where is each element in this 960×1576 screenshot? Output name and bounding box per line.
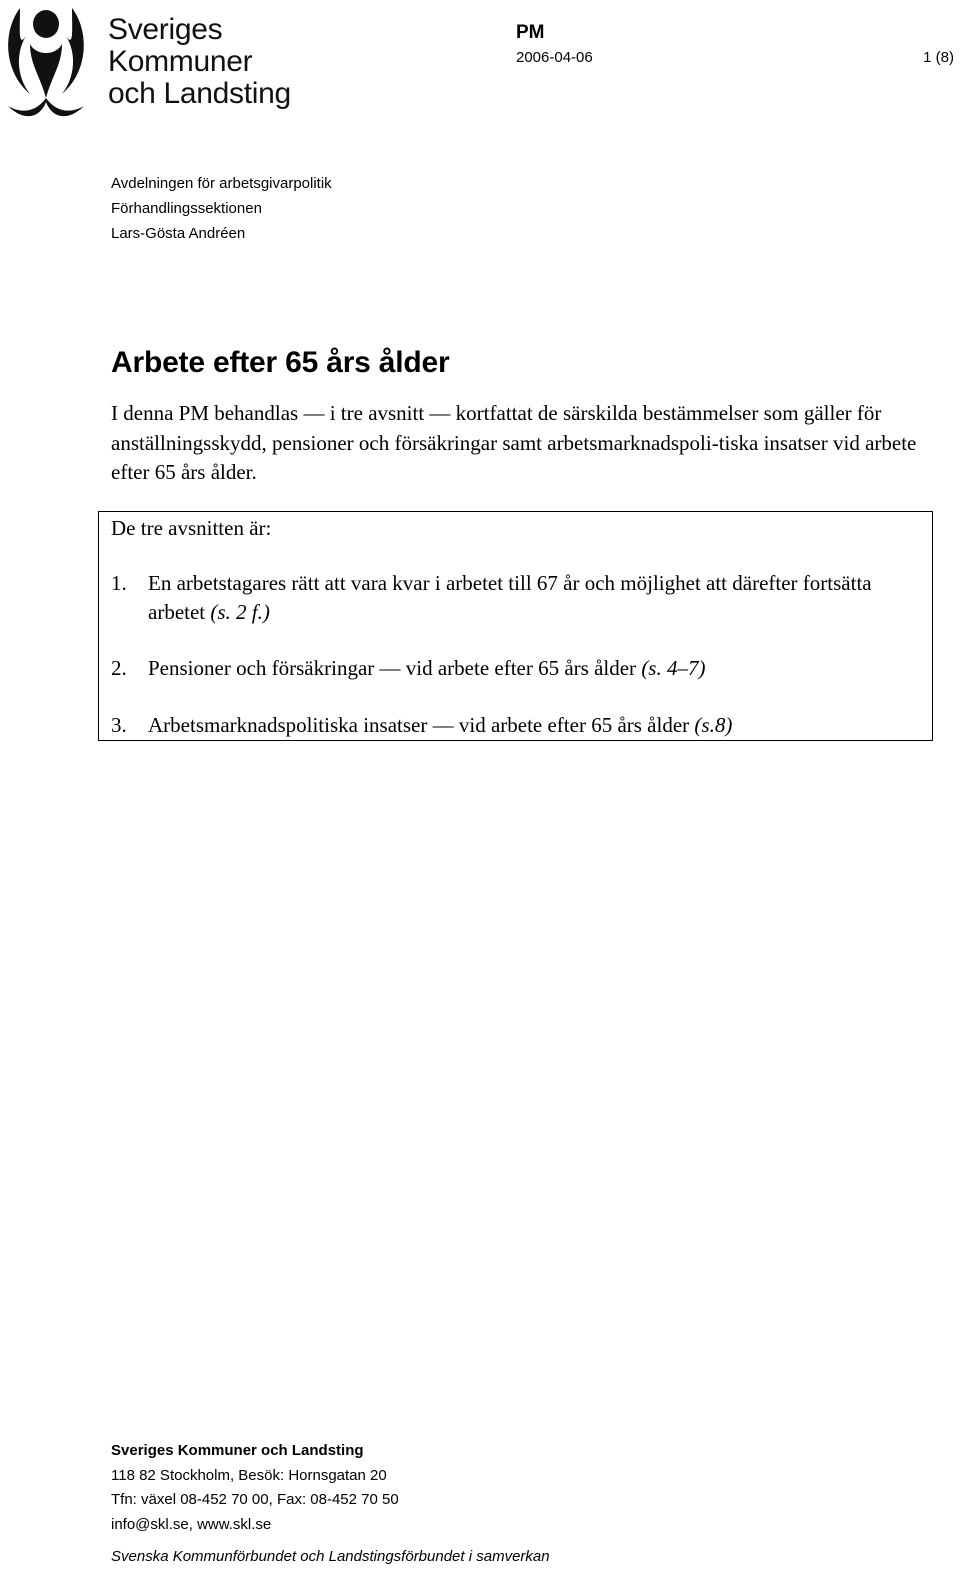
document-date: 2006-04-06 [516,49,593,66]
section-page-ref: (s. 4–7) [641,656,706,680]
section-text: Pensioner och försäkringar — vid arbete efter 65 års ålder [148,656,642,680]
section-number: 3. [111,713,127,737]
section-text: Arbetsmarknadspolitiska insatser — vid arbete efter 65 års ålder [148,713,695,737]
footer-contact [111,1439,399,1537]
sender-author: Lars-Gösta Andréen [111,225,246,242]
section-text: En arbetstagares rätt att vara kvar i arbetet till 67 år och möjlighet att därefter fortsätta arbetet [148,571,872,624]
sections-box [98,511,933,741]
footer-web[interactable]: info@skl.se, www.skl.se [111,1515,272,1533]
section-item-3 [111,711,921,740]
intro-paragraph: I denna PM behandlas — i tre avsnitt — kortfattat de särskilda bestämmelser som gäller för anställningsskydd, pensioner och försäkringar samt arbetsmarknadspoli-tiska insatser vid arbete efter 65 års ålder. [111,401,917,484]
sender-section: Förhandlingssektionen [111,200,262,217]
logo-line-2: Kommuner [108,45,253,78]
sections-heading: De tre avsnitten är: [111,516,272,540]
section-page-ref: (s.8) [694,713,733,737]
footer-address: 118 82 Stockholm, Besök: Hornsgatan 20 [111,1466,387,1484]
skl-logo-icon [0,2,92,124]
sender-block [111,171,332,246]
page-number: 1 (8) [923,49,954,66]
logo-wordmark [108,14,368,110]
footer-org-name: Sveriges Kommuner och Landsting [111,1442,364,1459]
section-page-ref: (s. 2 f.) [210,600,270,624]
section-number: 1. [111,571,127,595]
footer-phone: Tfn: växel 08-452 70 00, Fax: 08-452 70 50 [111,1491,399,1508]
section-number: 2. [111,656,127,680]
page-title: Arbete efter 65 års ålder [111,346,450,379]
section-item-2 [111,654,921,683]
logo-line-3: och Landsting [108,77,291,110]
document-type: PM [516,22,545,43]
section-item-1 [111,569,921,627]
sender-department: Avdelningen för arbetsgivarpolitik [111,175,332,192]
logo-line-1: Sveriges [108,13,223,46]
footer-cooperation: Svenska Kommunförbundet och Landstingsförbundet i samverkan [111,1548,550,1565]
